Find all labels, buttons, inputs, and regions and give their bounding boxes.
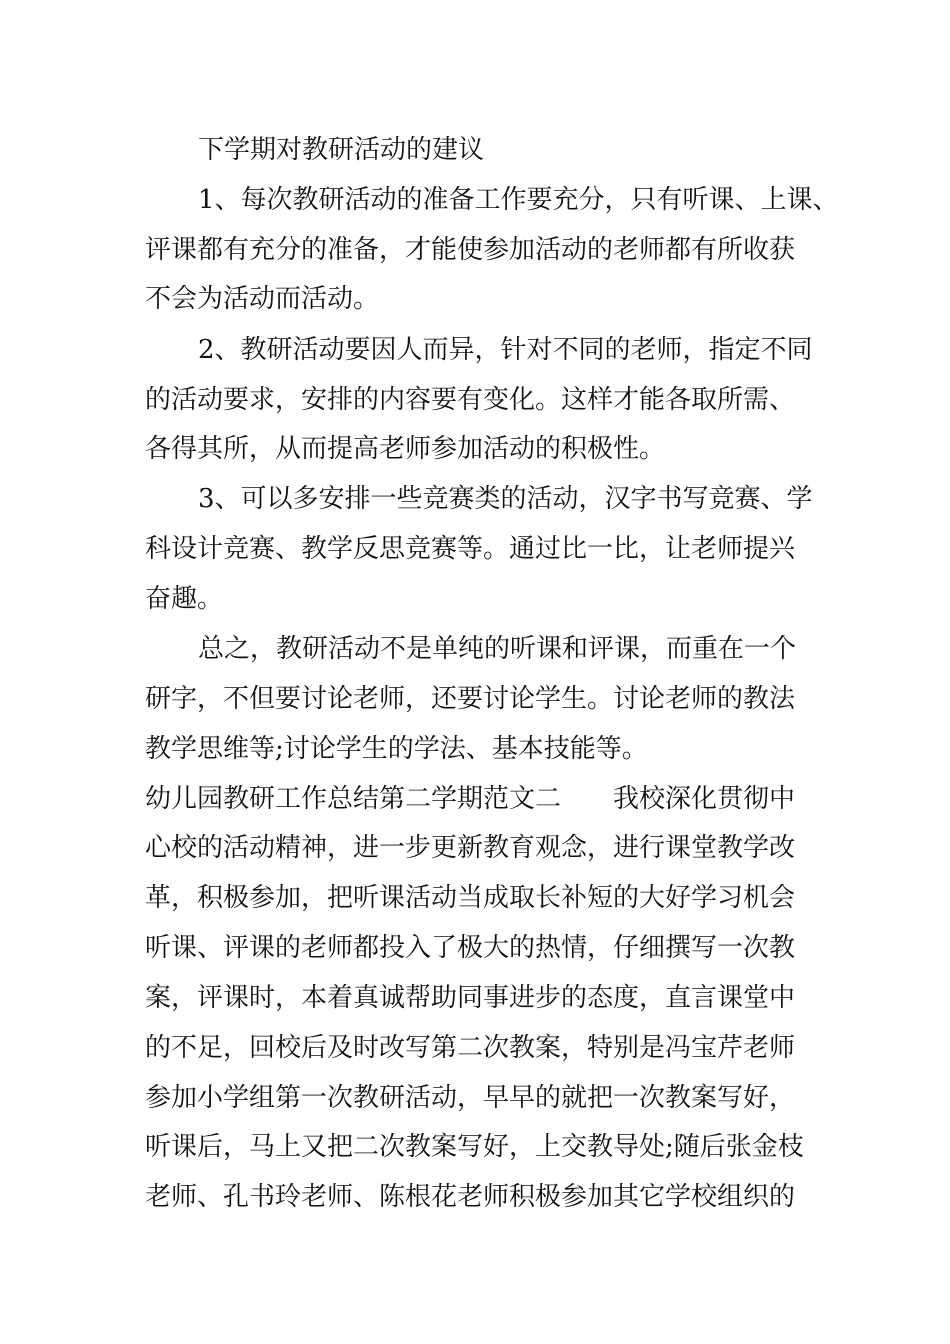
paragraph-line: 各得其所，从而提高老师参加活动的积极性。 — [145, 434, 666, 464]
paragraph-line: 教学思维等;讨论学生的学法、基本技能等。 — [145, 734, 648, 764]
paragraph-line: 心校的活动精神，进一步更新教育观念，进行课堂教学改 — [145, 833, 796, 863]
paragraph-line: 的不足，回校后及时改写第二次教案，特别是冯宝芹老师 — [145, 1033, 796, 1063]
paragraph-line: 听课后，马上又把二次教案写好，上交教导处;随后张金枝 — [145, 1132, 804, 1162]
section-heading: 下学期对教研活动的建议 — [198, 135, 485, 165]
paragraph-line: 老师、孔书玲老师、陈根花老师积极参加其它学校组织的 — [145, 1182, 796, 1212]
paragraph-line: 科设计竞赛、教学反思竞赛等。通过比一比，让老师提兴 — [145, 534, 796, 564]
paragraph-line: 2、教研活动要因人而异，针对不同的老师，指定不同 — [198, 335, 813, 365]
paragraph-line: 奋趣。 — [145, 584, 224, 614]
paragraph-line: 总之，教研活动不是单纯的听课和评课，而重在一个 — [198, 634, 797, 664]
paragraph-line: 的活动要求，安排的内容要有变化。这样才能各取所需、 — [145, 385, 796, 415]
paragraph-line: 不会为活动而活动。 — [145, 284, 380, 314]
paragraph-line: 参加小学组第一次教研活动，早早的就把一次教案写好， — [145, 1083, 796, 1113]
paragraph-line: 听课、评课的老师都投入了极大的热情，仔细撰写一次教 — [145, 933, 796, 963]
paragraph-line: 评课都有充分的准备，才能使参加活动的老师都有所收获 — [145, 235, 796, 265]
section-title-line: 幼儿园教研工作总结第二学期范文二 我校深化贯彻中 — [145, 784, 796, 814]
paragraph-line: 革，积极参加，把听课活动当成取长补短的大好学习机会 — [145, 883, 796, 913]
paragraph-line: 案，评课时，本着真诚帮助同事进步的态度，直言课堂中 — [145, 983, 796, 1013]
paragraph-line: 1、每次教研活动的准备工作要充分，只有听课、上课、 — [198, 185, 839, 215]
paragraph-line: 3、可以多安排一些竞赛类的活动，汉字书写竞赛、学 — [198, 484, 813, 514]
paragraph-line: 研字，不但要讨论老师，还要讨论学生。讨论老师的教法 — [145, 684, 796, 714]
